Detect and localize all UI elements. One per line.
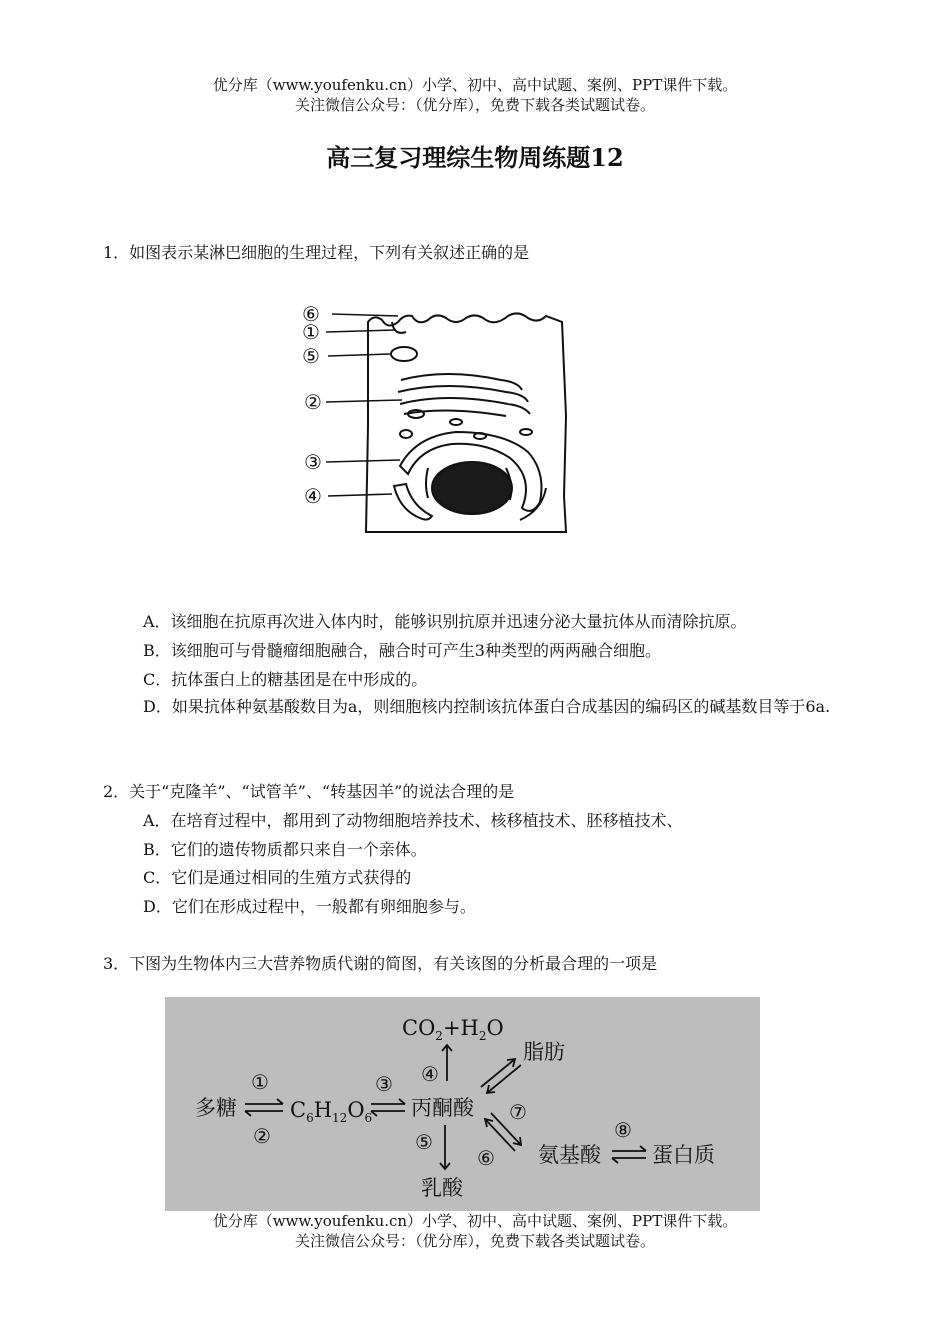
step-label-5: ⑤ xyxy=(415,1130,433,1154)
q1-option-b: B．该细胞可与骨髓瘤细胞融合，融合时可产生3种类型的两两融合细胞。 xyxy=(143,641,661,660)
q2-option-d: D．它们在形成过程中，一般都有卵细胞参与。 xyxy=(143,897,476,916)
step-label-7: ⑦ xyxy=(509,1100,527,1124)
q1-option-a: A．该细胞在抗原再次进入体内时，能够识别抗原并迅速分泌大量抗体从而清除抗原。 xyxy=(143,612,747,631)
node-protein: 蛋白质 xyxy=(652,1143,715,1167)
q3-stem: 3．下图为生物体内三大营养物质代谢的简图，有关该图的分析最合理的一项是 xyxy=(103,954,658,973)
page-title: 高三复习理综生物周练题12 xyxy=(326,143,624,172)
node-glucose: $C_6H_{12}O_6$ xyxy=(290,1098,373,1125)
q2-option-c: C．它们是通过相同的生殖方式获得的 xyxy=(143,868,412,887)
cell-label-4: ④ xyxy=(304,484,322,508)
header-line-1: 优分库（www.youfenku.cn）小学、初中、高中试题、案例、PPT课件下载。 xyxy=(212,76,738,94)
q2-stem: 2．关于“克隆羊”、“试管羊”、“转基因羊”的说法合理的是 xyxy=(103,782,515,801)
cell-label-5: ⑤ xyxy=(302,344,320,368)
header-top xyxy=(0,75,950,115)
q1-option-c: C．抗体蛋白上的糖基团是在中形成的。 xyxy=(143,670,428,689)
step-label-1: ① xyxy=(251,1070,269,1094)
cell-label-1: ① xyxy=(302,320,320,344)
node-pyruvate: 丙酮酸 xyxy=(411,1096,474,1120)
nucleus xyxy=(432,462,512,514)
step-label-2: ② xyxy=(253,1124,271,1148)
q1-cell-figure xyxy=(296,296,576,541)
step-label-8: ⑧ xyxy=(614,1118,632,1142)
step-label-3: ③ xyxy=(375,1072,393,1096)
step-label-4: ④ xyxy=(421,1062,439,1086)
cell-label-3: ③ xyxy=(304,450,322,474)
q2-option-b: B．它们的遗传物质都只来自一个亲体。 xyxy=(143,840,427,859)
cell-label-2: ② xyxy=(304,390,322,414)
step-label-6: ⑥ xyxy=(477,1146,495,1170)
footer-line-1: 优分库（www.youfenku.cn）小学、初中、高中试题、案例、PPT课件下载。 xyxy=(212,1212,738,1230)
node-co2-h2o: $CO_2+H_2O$ xyxy=(402,1016,504,1043)
cell-label-6: ⑥ xyxy=(302,302,320,326)
q1-option-d: D．如果抗体种氨基酸数目为a，则细胞核内控制该抗体蛋白合成基因的编码区的碱基数目等于6a. xyxy=(143,697,831,716)
header-bottom xyxy=(0,1211,950,1251)
q1-stem: 1．如图表示某淋巴细胞的生理过程，下列有关叙述正确的是 xyxy=(103,243,530,262)
node-amino-acid: 氨基酸 xyxy=(538,1143,601,1167)
node-fat: 脂肪 xyxy=(523,1040,565,1064)
q2-option-a: A．在培育过程中，都用到了动物细胞培养技术、核移植技术、胚移植技术、 xyxy=(143,811,683,830)
vesicle-5 xyxy=(391,347,417,361)
node-polysaccharide: 多糖 xyxy=(195,1096,237,1120)
node-lactic-acid: 乳酸 xyxy=(421,1176,463,1200)
header-line-2: 关注微信公众号：（优分库），免费下载各类试题试卷。 xyxy=(294,96,655,114)
q3-metabolism-diagram xyxy=(165,997,760,1211)
footer-line-2: 关注微信公众号：（优分库），免费下载各类试题试卷。 xyxy=(294,1232,655,1250)
